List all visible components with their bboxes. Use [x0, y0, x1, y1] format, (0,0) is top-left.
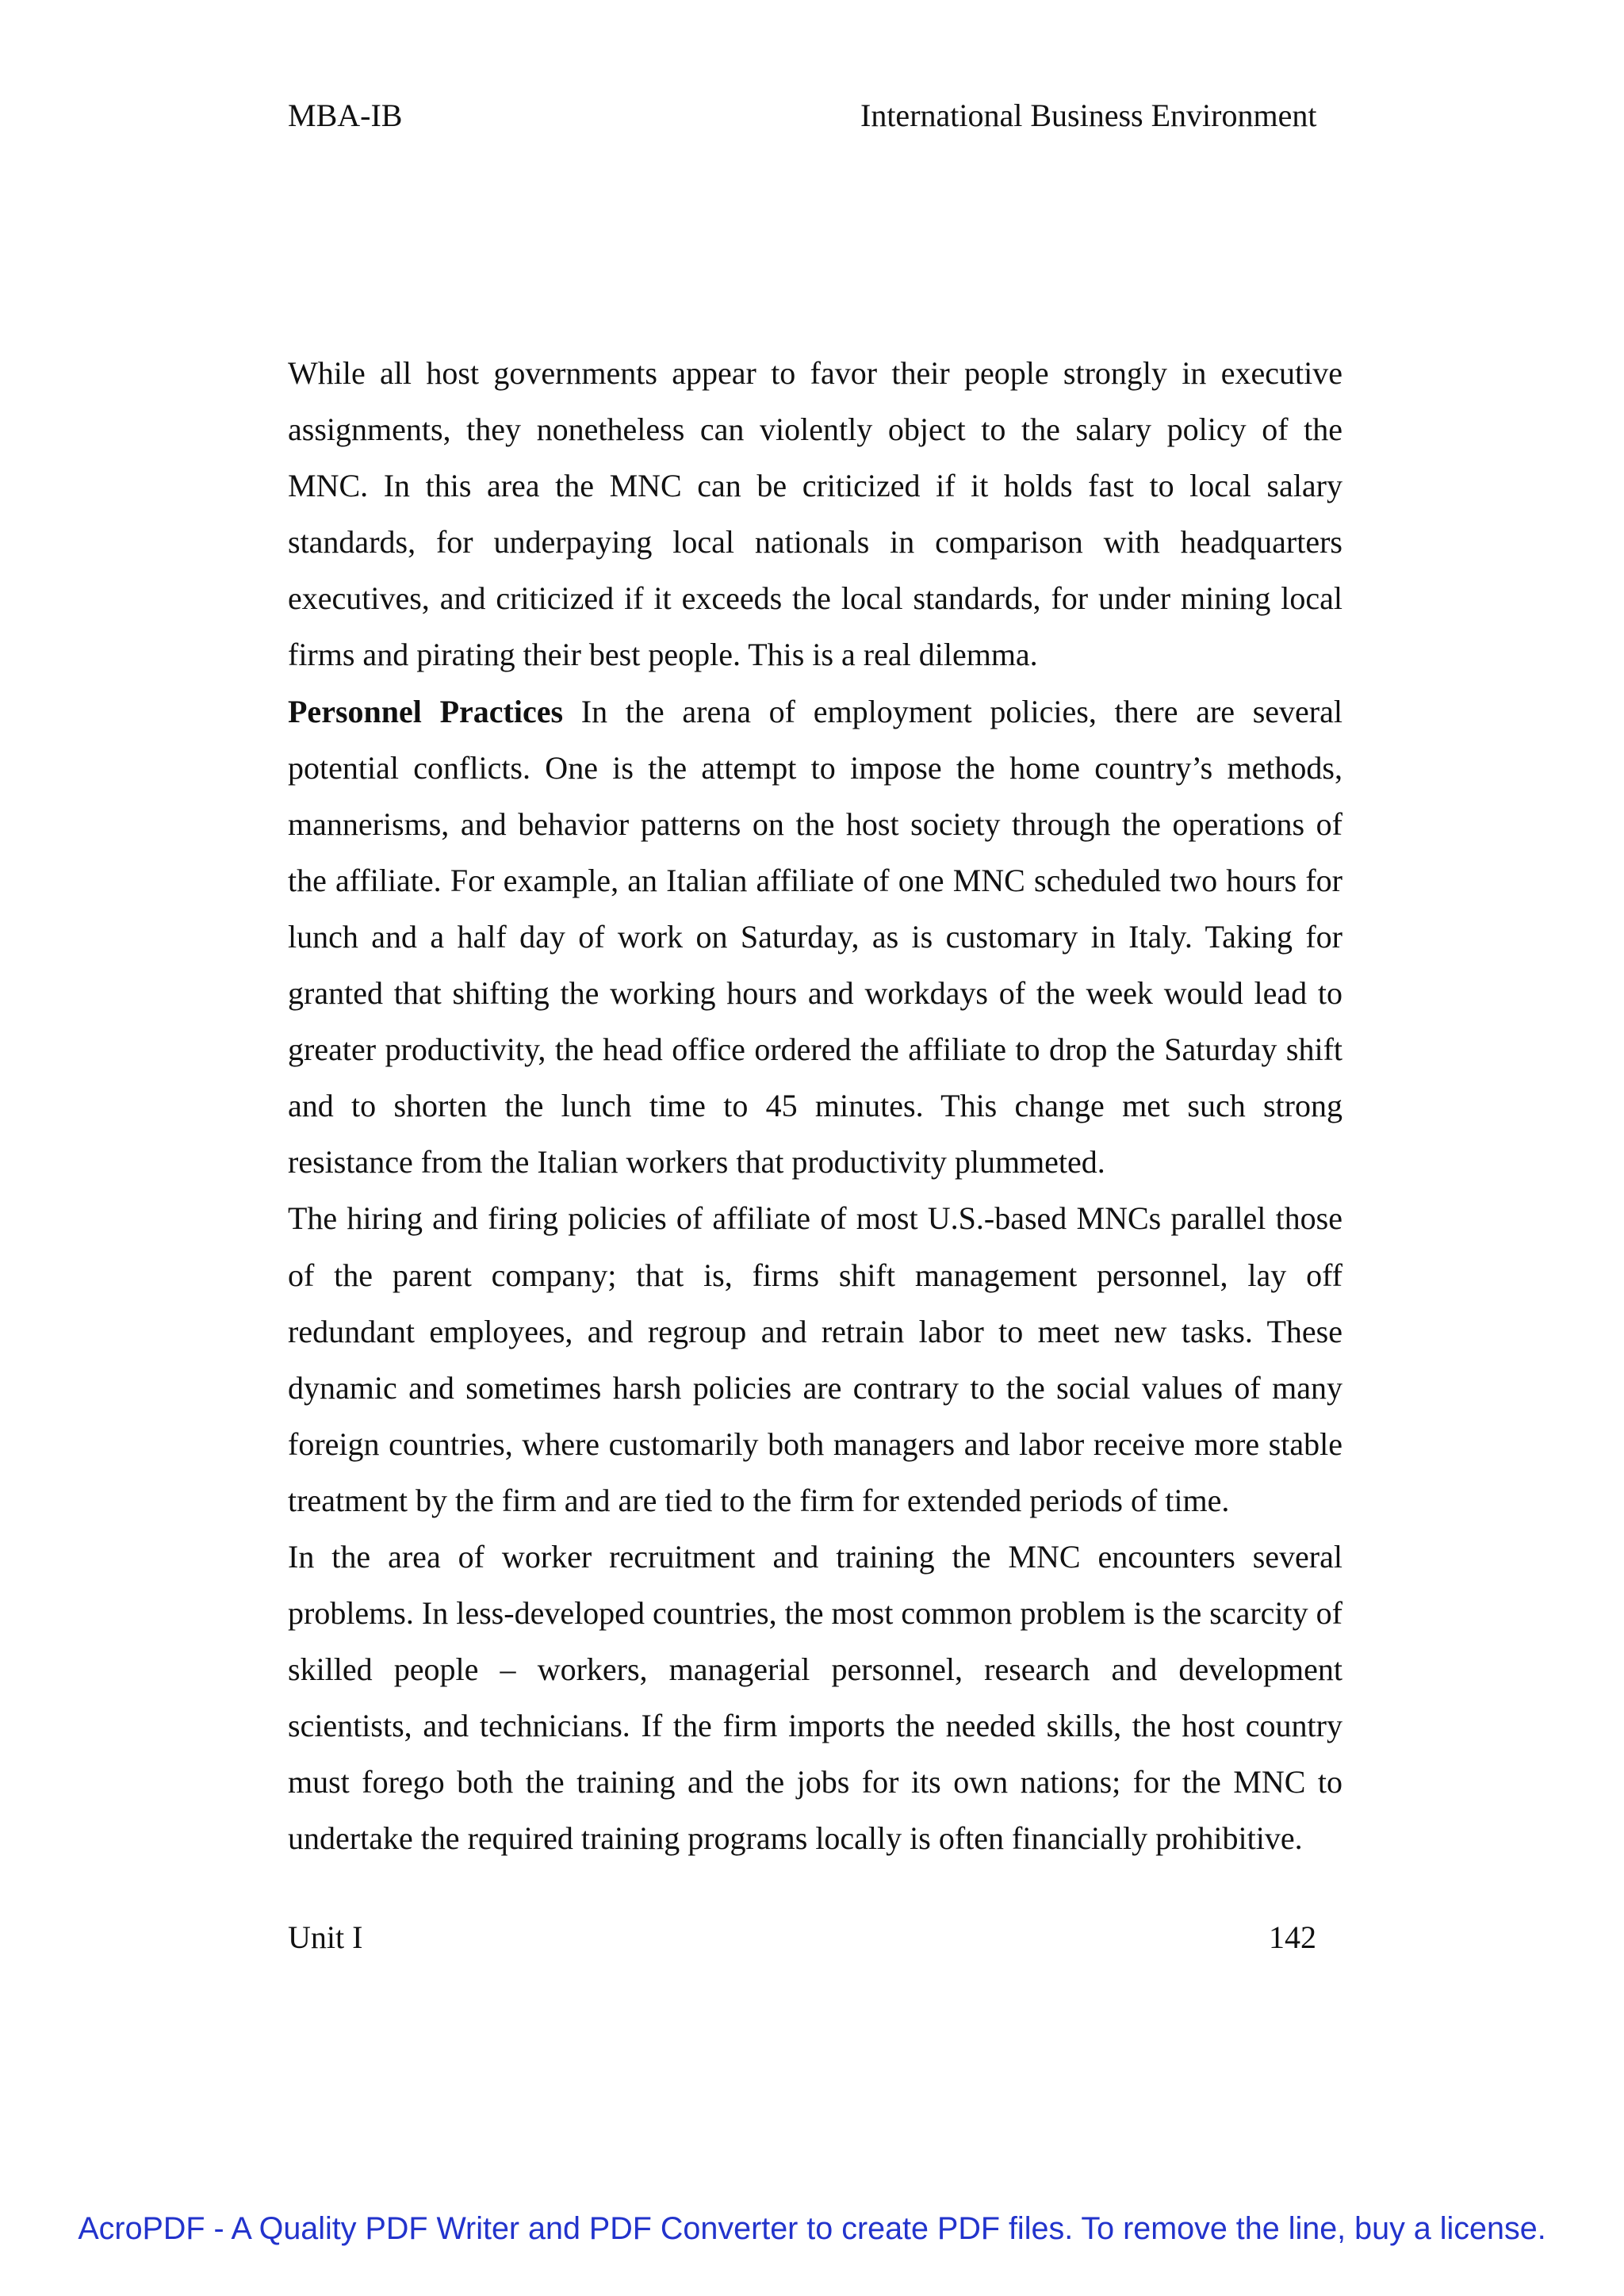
running-header-title: International Business Environment — [860, 98, 1317, 133]
page-number: 142 — [1269, 1919, 1316, 1955]
paragraph-salary-policy: While all host governments appear to favor their people strongly in executive assignments, they nonetheless can violently object to the salary policy of the MNC. In this area the MNC can be criticized if it holds fast to local salary standards, for underpaying local nationals in comparison with headquarters executives, and criticized if it exceeds the local standards, for under mining local firms and pirating their best people. This is a real dilemma. — [288, 355, 1342, 673]
acropdf-watermark-banner: AcroPDF - A Quality PDF Writer and PDF Converter to create PDF files. To remove the line, buy a license. — [78, 2211, 1546, 2246]
page-body — [288, 345, 1342, 1867]
running-header-course: MBA-IB — [288, 98, 403, 133]
paragraph-personnel-practices-text: In the arena of employment policies, there are several potential conflicts. One is the attempt to impose the home country’s methods, mannerisms, and behavior patterns on the host society through the operations of the affiliate. For example, an Italian affiliate of one MNC scheduled two hours for lunch and a half day of work on Saturday, as is customary in Italy. Taking for granted that shifting the working hours and workdays of the week would lead to greater productivity, the head office ordered the affiliate to drop the Saturday shift and to shorten the lunch time to 45 minutes. This change met such strong resistance from the Italian workers that productivity plummeted. — [288, 693, 1342, 1181]
footer-unit: Unit I — [288, 1919, 363, 1955]
paragraph-hiring-firing: The hiring and firing policies of affiliate of most U.S.-based MNCs parallel those of the parent company; that is, firms shift management personnel, lay off redundant employees, and regroup and retrain labor to meet new tasks. These dynamic and sometimes harsh policies are contrary to the social values of many foreign countries, where customarily both managers and labor receive more stable treatment by the firm and are tied to the firm for extended periods of time. — [288, 1200, 1342, 1518]
paragraph-personnel-practices — [288, 683, 1342, 1191]
section-heading-personnel-practices: Personnel Practices — [288, 693, 564, 729]
paragraph-recruitment-training: In the area of worker recruitment and training the MNC encounters several problems. In less-developed countries, the most common problem is the scarcity of skilled people – workers, managerial personnel, research and development scientists, and technicians. If the firm imports the needed skills, the host country must forego both the training and the jobs for its own nations; for the MNC to undertake the required training programs locally is often financially prohibitive. — [288, 1538, 1342, 1857]
